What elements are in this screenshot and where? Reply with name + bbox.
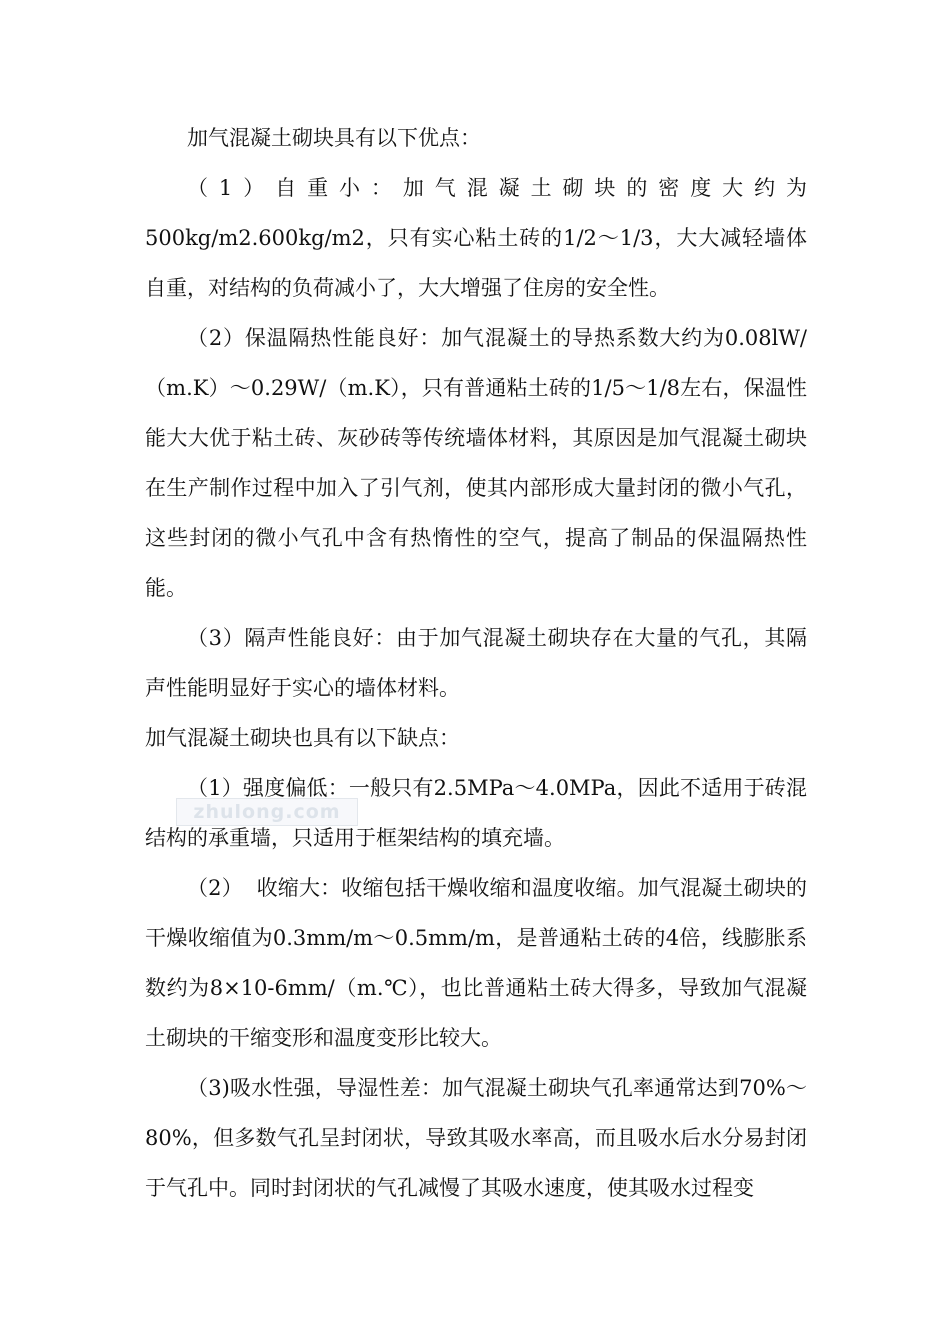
paragraph-disadvantage-2: （2） 收缩大：收缩包括干燥收缩和温度收缩。加气混凝土砌块的干燥收缩值为0.3mm/m～0.5mm/m，是普通粘土砖的4倍，线膨胀系数约为8×10-6mm/（m.℃），也比普通粘土砖大得多，导致加气混凝土砌块的干缩变形和温度变形比较大。 <box>145 876 807 1050</box>
paragraph-advantage-2: （2）保温隔热性能良好：加气混凝土的导热系数大约为0.08lW/（m.K）～0.29W/（m.K），只有普通粘土砖的1/5～1/8左右，保温性能大大优于粘土砖、灰砂砖等传统墙体材料，其原因是加气混凝土砌块在生产制作过程中加入了引气剂，使其内部形成大量封闭的微小气孔，这些封闭的微小气孔中含有热惰性的空气，提高了制品的保温隔热性能。 <box>145 326 807 600</box>
paragraph-advantages-intro: 加气混凝土砌块具有以下优点： <box>187 126 481 150</box>
paragraph-disadvantages-intro: 加气混凝土砌块也具有以下缺点： <box>145 726 460 750</box>
paragraph-disadvantage-3: （3)吸水性强，导湿性差：加气混凝土砌块气孔率通常达到70%～80%，但多数气孔呈封闭状，导致其吸水率高，而且吸水后水分易封闭于气孔中。同时封闭状的气孔减慢了其吸水速度，使其吸水过程变 <box>145 1076 807 1200</box>
paragraph-advantage-3: （3）隔声性能良好：由于加气混凝土砌块存在大量的气孔，其隔声性能明显好于实心的墙体材料。 <box>145 626 807 700</box>
document-body <box>145 113 807 1213</box>
paragraph-advantage-1: （1）自重小：加气混凝土砌块的密度大约为500kg/m2.600kg/m2，只有实心粘土砖的1/2～1/3，大大减轻墙体自重，对结构的负荷减小了，大大增强了住房的安全性。 <box>145 176 807 300</box>
paragraph-disadvantage-1: （1）强度偏低：一般只有2.5MPa～4.0MPa，因此不适用于砖混结构的承重墙，只适用于框架结构的填充墙。 <box>145 776 807 850</box>
watermark: zhulong.com <box>176 798 358 826</box>
